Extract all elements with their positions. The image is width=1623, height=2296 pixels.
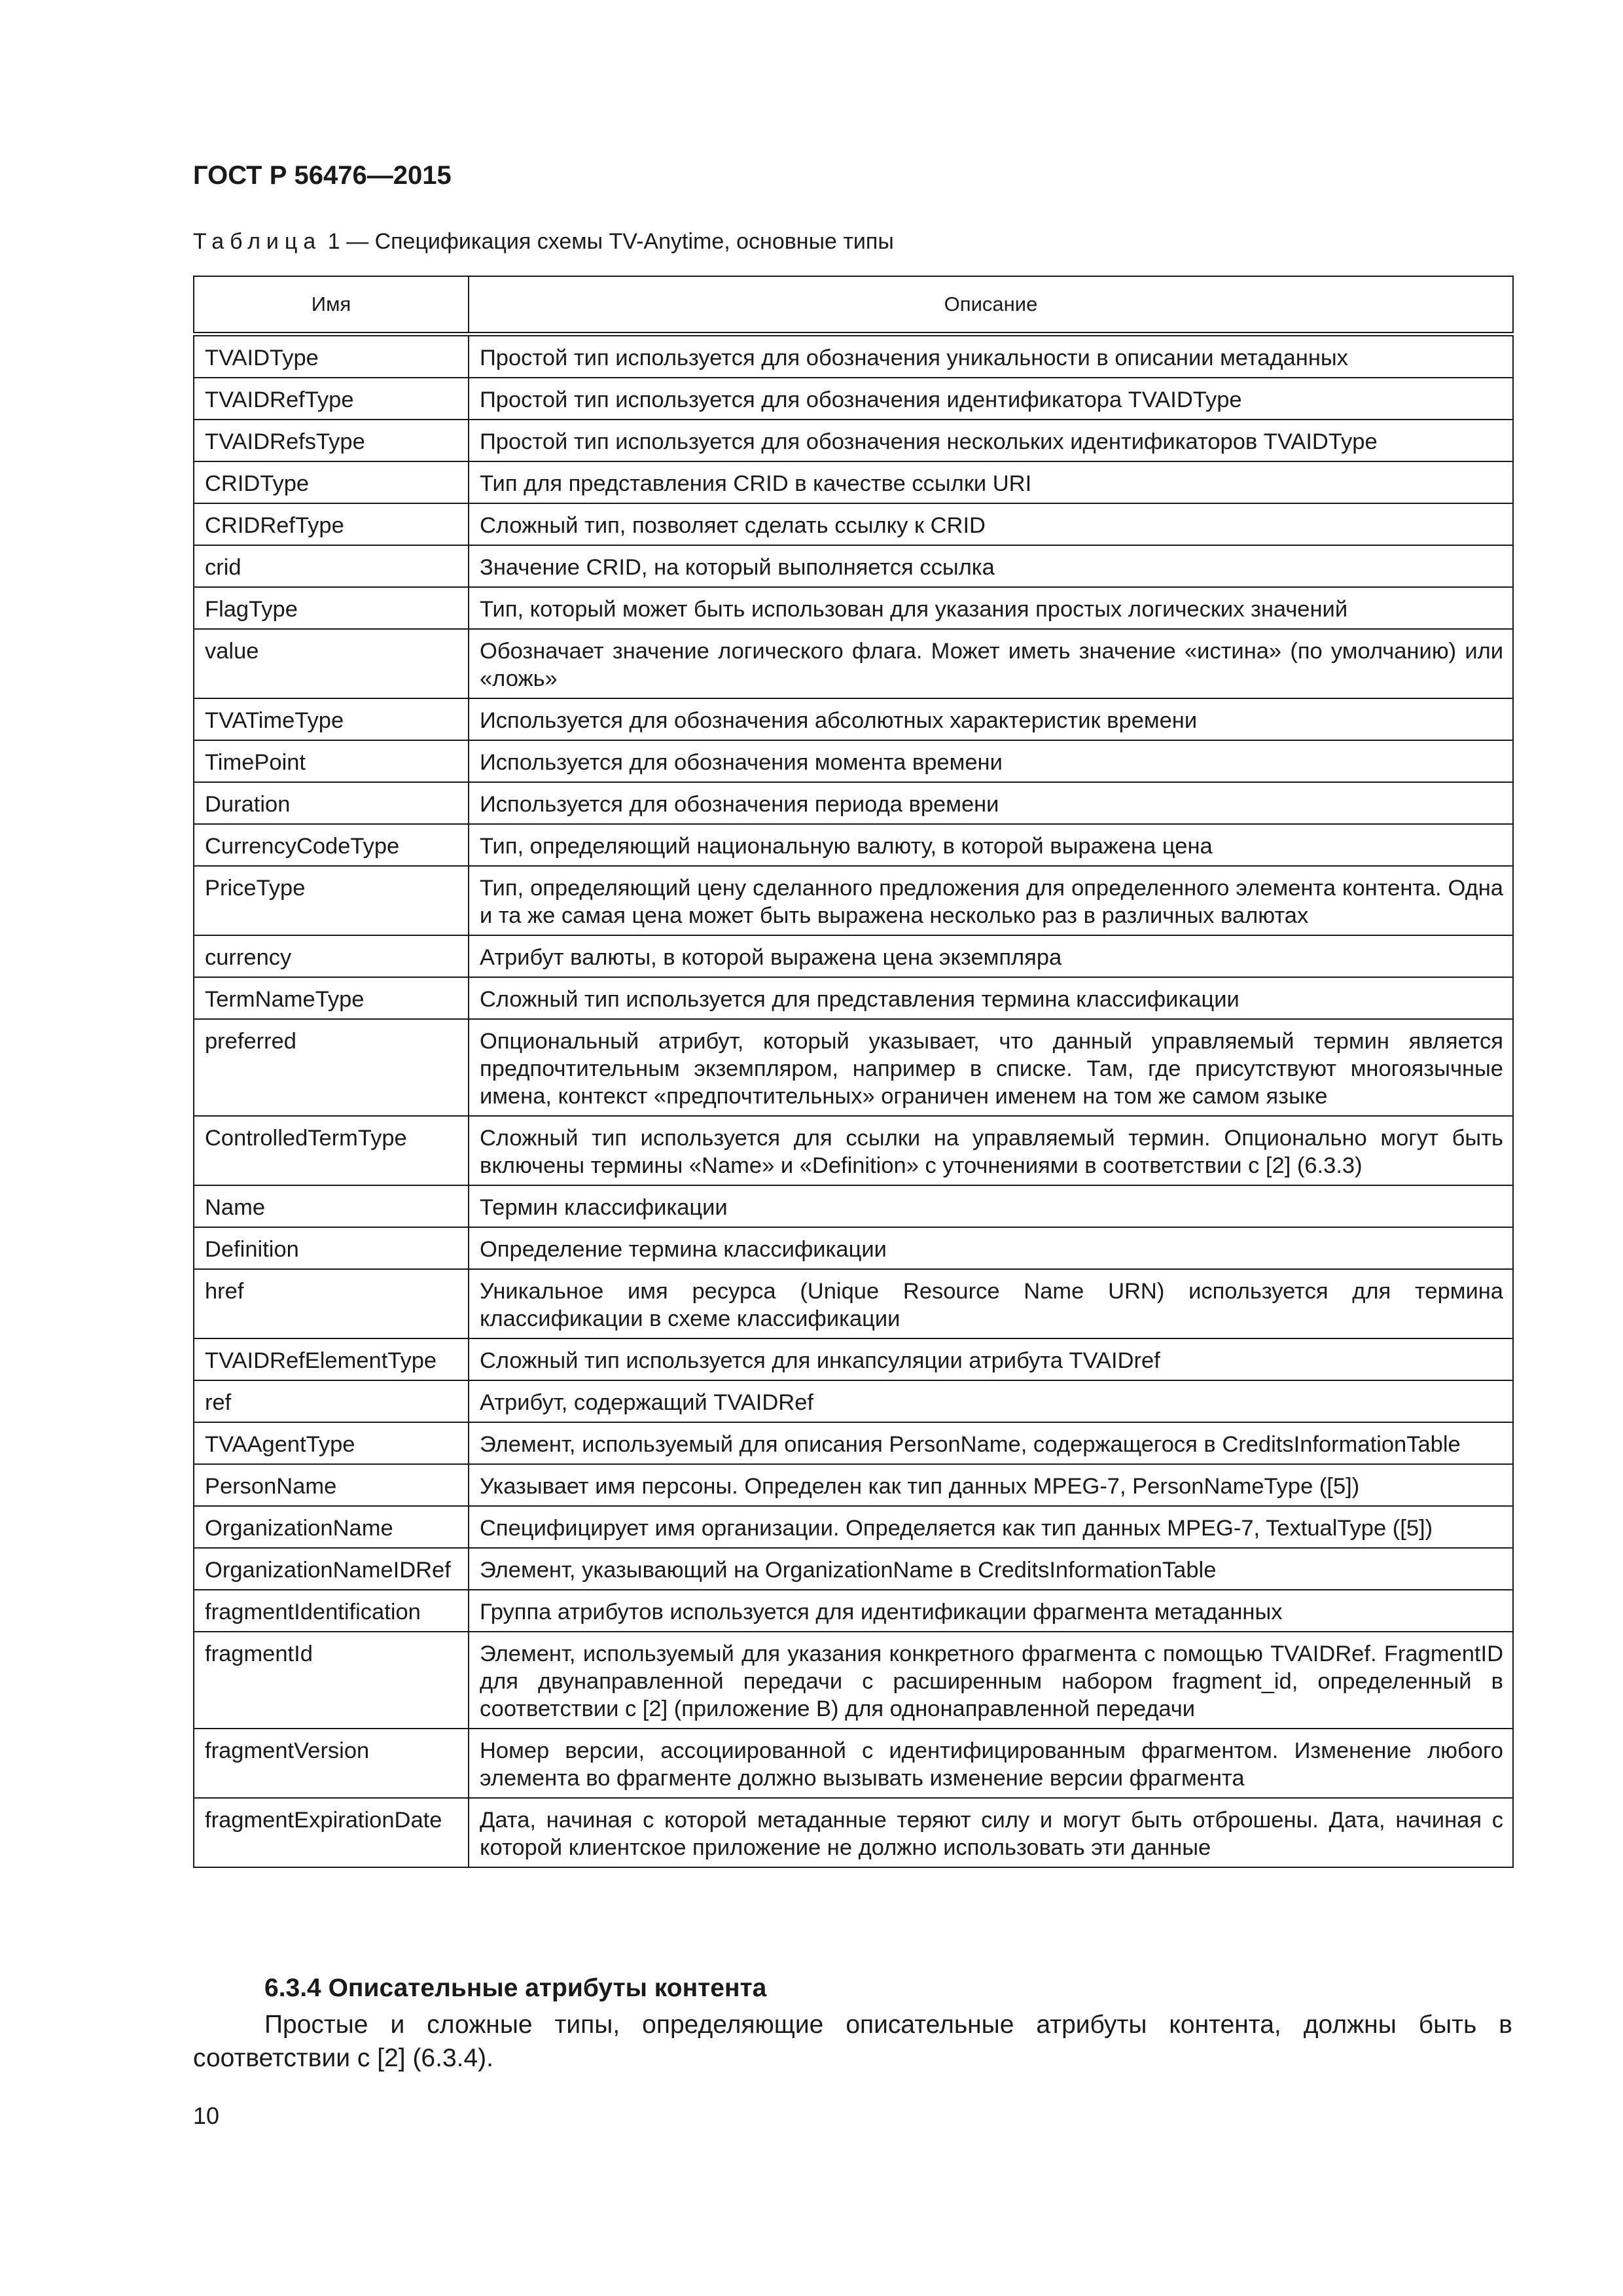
table-row: [194, 378, 1513, 420]
row-name: TVATimeType: [194, 698, 469, 740]
row-description: Сложный тип используется для представления термина классификации: [469, 977, 1513, 1019]
row-name: TVAIDRefsType: [194, 420, 469, 461]
row-description: Значение CRID, на который выполняется ссылка: [469, 545, 1513, 587]
table-row: [194, 1798, 1513, 1867]
row-description: Простой тип используется для обозначения уникальности в описании метаданных: [469, 334, 1513, 378]
table-row: [194, 587, 1513, 629]
row-name: TVAAgentType: [194, 1422, 469, 1464]
row-name: CRIDRefType: [194, 503, 469, 545]
table-row: [194, 1185, 1513, 1227]
row-description: Тип для представления CRID в качестве ссылки URI: [469, 461, 1513, 503]
table-caption: [193, 229, 894, 255]
row-name: PersonName: [194, 1464, 469, 1506]
row-name: fragmentId: [194, 1632, 469, 1729]
header-name: Имя: [194, 276, 469, 334]
row-name: Duration: [194, 782, 469, 824]
table-row: [194, 1338, 1513, 1380]
table-row: [194, 461, 1513, 503]
table-row: [194, 1422, 1513, 1464]
table-caption-label: Таблица: [193, 229, 322, 254]
table-row: [194, 629, 1513, 698]
row-description: Используется для обозначения абсолютных характеристик времени: [469, 698, 1513, 740]
row-name: preferred: [194, 1019, 469, 1116]
row-name: ControlledTermType: [194, 1116, 469, 1185]
row-name: TVAIDType: [194, 334, 469, 378]
row-description: Указывает имя персоны. Определен как тип данных MPEG-7, PersonNameType ([5]): [469, 1464, 1513, 1506]
row-name: TVAIDRefElementType: [194, 1338, 469, 1380]
row-name: CurrencyCodeType: [194, 824, 469, 866]
row-description: Тип, определяющий национальную валюту, в которой выражена цена: [469, 824, 1513, 866]
table-row: [194, 977, 1513, 1019]
row-description: Определение термина классификации: [469, 1227, 1513, 1269]
table-row: [194, 1729, 1513, 1798]
row-description: Сложный тип, позволяет сделать ссылку к CRID: [469, 503, 1513, 545]
header-description: Описание: [469, 276, 1513, 334]
table-row: [194, 545, 1513, 587]
row-name: currency: [194, 935, 469, 977]
row-name: href: [194, 1269, 469, 1338]
table-row: [194, 824, 1513, 866]
table-row: [194, 334, 1513, 378]
row-name: Definition: [194, 1227, 469, 1269]
section-heading: 6.3.4 Описательные атрибуты контента: [264, 1974, 767, 2002]
row-name: fragmentVersion: [194, 1729, 469, 1798]
row-description: Группа атрибутов используется для идентификации фрагмента метаданных: [469, 1590, 1513, 1632]
row-name: value: [194, 629, 469, 698]
row-description: Элемент, указывающий на OrganizationName в CreditsInformationTable: [469, 1548, 1513, 1590]
row-description: Уникальное имя ресурса (Unique Resource Name URN) используется для термина классификации в схеме классификации: [469, 1269, 1513, 1338]
row-description: Опциональный атрибут, который указывает, что данный управляемый термин является предпочтительным экземпляром, например в списке. Там, где присутствуют многоязычные имена, контекст «предпочтительных» ограничен именем на том же самом языке: [469, 1019, 1513, 1116]
standard-header: ГОСТ Р 56476—2015: [193, 161, 452, 190]
row-name: TimePoint: [194, 740, 469, 782]
table-row: [194, 1269, 1513, 1338]
table-row: [194, 420, 1513, 461]
table-row: [194, 1548, 1513, 1590]
table-row: [194, 1019, 1513, 1116]
row-name: TVAIDRefType: [194, 378, 469, 420]
row-description: Сложный тип используется для ссылки на управляемый термин. Опционально могут быть включены термины «Name» и «Definition» с уточнениями в соответствии с [2] (6.3.3): [469, 1116, 1513, 1185]
row-description: Тип, определяющий цену сделанного предложения для определенного элемента контента. Одна и та же самая цена может быть выражена несколько раз в различных валютах: [469, 866, 1513, 935]
row-description: Тип, который может быть использован для указания простых логических значений: [469, 587, 1513, 629]
table-row: [194, 740, 1513, 782]
row-name: fragmentExpirationDate: [194, 1798, 469, 1867]
row-description: Простой тип используется для обозначения нескольких идентификаторов TVAIDType: [469, 420, 1513, 461]
table-row: [194, 1227, 1513, 1269]
row-name: FlagType: [194, 587, 469, 629]
row-description: Дата, начиная с которой метаданные теряют силу и могут быть отброшены. Дата, начиная с которой клиентское приложение не должно использовать эти данные: [469, 1798, 1513, 1867]
row-description: Обозначает значение логического флага. Может иметь значение «истина» (по умолчанию) или «ложь»: [469, 629, 1513, 698]
table-row: [194, 935, 1513, 977]
row-description: Используется для обозначения периода времени: [469, 782, 1513, 824]
row-description: Термин классификации: [469, 1185, 1513, 1227]
page-number: 10: [193, 2102, 220, 2129]
table-row: [194, 1116, 1513, 1185]
table-body: [194, 334, 1513, 1868]
table-row: [194, 1506, 1513, 1548]
table-row: [194, 1380, 1513, 1422]
row-name: CRIDType: [194, 461, 469, 503]
row-name: crid: [194, 545, 469, 587]
row-name: TermNameType: [194, 977, 469, 1019]
table-row: [194, 1590, 1513, 1632]
row-description: Атрибут валюты, в которой выражена цена экземпляра: [469, 935, 1513, 977]
table-caption-number: 1: [327, 229, 340, 254]
table-header-row: [194, 276, 1513, 334]
row-name: ref: [194, 1380, 469, 1422]
row-description: Атрибут, содержащий TVAIDRef: [469, 1380, 1513, 1422]
row-name: OrganizationName: [194, 1506, 469, 1548]
row-name: PriceType: [194, 866, 469, 935]
row-name: OrganizationNameIDRef: [194, 1548, 469, 1590]
table-row: [194, 866, 1513, 935]
spec-table: [193, 276, 1514, 1868]
row-description: Простой тип используется для обозначения идентификатора TVAIDType: [469, 378, 1513, 420]
row-name: Name: [194, 1185, 469, 1227]
row-description: Элемент, используемый для описания PersonName, содержащегося в CreditsInformationTable: [469, 1422, 1513, 1464]
table-row: [194, 1632, 1513, 1729]
table-row: [194, 782, 1513, 824]
table-row: [194, 503, 1513, 545]
table-row: [194, 1464, 1513, 1506]
row-description: Используется для обозначения момента времени: [469, 740, 1513, 782]
table-row: [194, 698, 1513, 740]
row-name: fragmentIdentification: [194, 1590, 469, 1632]
table-caption-title: — Спецификация схемы TV-Anytime, основные типы: [346, 229, 894, 254]
row-description: Сложный тип используется для инкапсуляции атрибута TVAIDref: [469, 1338, 1513, 1380]
row-description: Специфицирует имя организации. Определяется как тип данных MPEG-7, TextualType ([5]): [469, 1506, 1513, 1548]
section-body: Простые и сложные типы, определяющие описательные атрибуты контента, должны быть в соответствии с [2] (6.3.4).: [193, 2011, 1512, 2072]
row-description: Номер версии, ассоциированной с идентифицированным фрагментом. Изменение любого элемента во фрагменте должно вызывать изменение версии фрагмента: [469, 1729, 1513, 1798]
row-description: Элемент, используемый для указания конкретного фрагмента с помощью TVAIDRef. FragmentID для двунаправленной передачи с расширенным набором fragment_id, определенный в соответствии с [2] (приложение B) для однонаправленной передачи: [469, 1632, 1513, 1729]
